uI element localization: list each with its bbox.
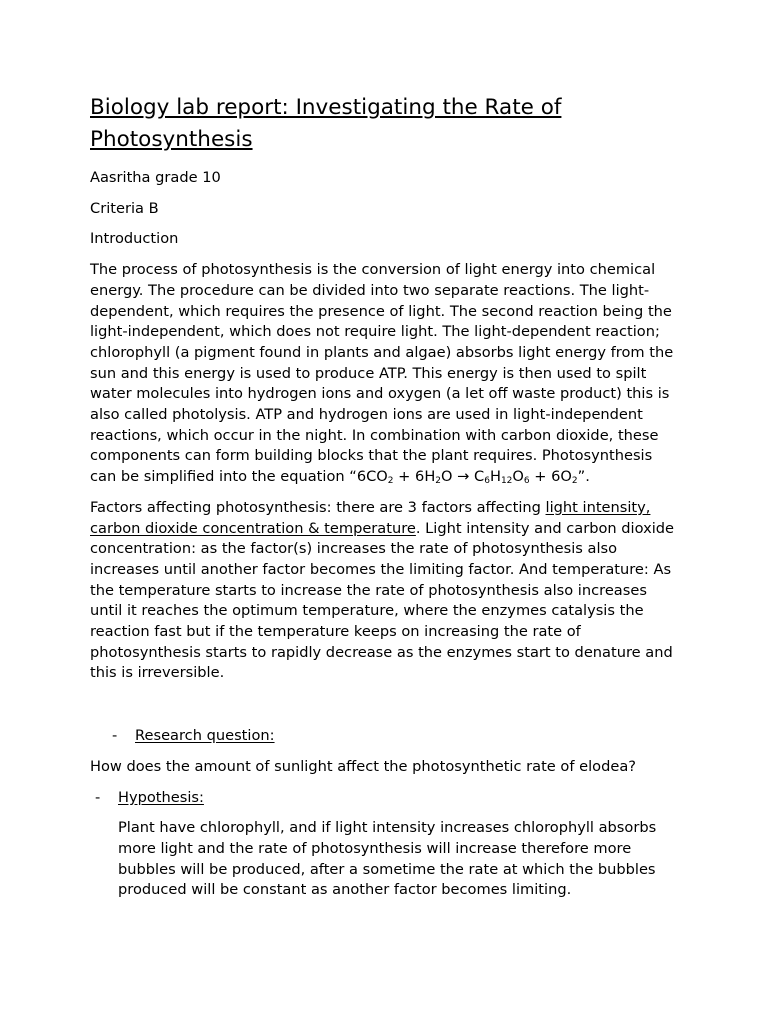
research-question-text: How does the amount of sunlight affect the photosynthetic rate of elodea? [90,757,637,775]
equation-subscript: 6 [484,476,490,487]
author-line: Aasritha grade 10 [90,169,221,186]
equation-subscript: 2 [435,476,442,487]
factors-paragraph [90,498,678,684]
equation-part: 6CO [356,468,388,486]
factors-underlined: light intensity, carbon dioxide concentration & temperature [90,498,651,537]
equation-part: + 6O [529,468,572,486]
equation-subscript: 6 [523,476,530,487]
equation-part: H [489,468,501,486]
factors-rest: . Light intensity and carbon dioxide concentration: as the factor(s) increases the rate of photosynthesis also increases until another factor becomes the limiting factor. And temperature: As the temperature starts to increase the rate of photosynthesis also increases until it reaches the optimum temperature, where the enzymes catalysis the reaction fast but if the temperature keeps on increasing the rate of photosynthesis starts to rapidly decrease as the enzymes start to denature and this is irreversible. [90,519,675,682]
bullet-dash: - [95,788,101,806]
hypothesis-text: Plant have chlorophyll, and if light intensity increases chlorophyll absorbs more light and the rate of photosynthesis will increase therefore more bubbles will be produced, after a sometime the rate at which the bubbles produced will be constant as another factor becomes limiting. [118,819,657,899]
equation-subscript: 2 [387,476,394,487]
photosynthesis-equation [357,468,590,485]
research-question-label: Research question: [135,727,275,745]
equation-subscript: 12 [500,476,513,487]
document-title: Biology lab report: Investigating the Rate of Photosynthesis [90,95,562,152]
intro-heading: Introduction [90,230,179,248]
hypothesis-heading [90,788,678,809]
research-question-heading [90,726,678,747]
bullet-dash: - [112,727,118,745]
equation-part: ”. [577,468,590,486]
equation-part: + 6H [393,468,436,486]
criteria-line: Criteria B [90,199,159,217]
factors-intro: Factors affecting photosynthesis: there are 3 factors affecting [90,498,546,516]
intro-text: The process of photosynthesis is the conversion of light energy into chemical energy. The procedure can be divided into two separate reactions. The light-dependent, which requires the presence of light. The second reaction being the light-independent, which does not require light. The light-dependent reaction; chlorophyll (a pigment found in plants and algae) absorbs light energy from the sun and this energy is used to produce ATP. This energy is then used to spilt water molecules into hydrogen ions and oxygen (a let off waste product) this is also called photolysis. ATP and hydrogen ions are used in light-independent reactions, which occur in the night. In combination with carbon dioxide, these components can form building blocks that the plant requires. Photosynthesis can be simplified into the equation “ [90,261,674,486]
equation-part: O → C [441,468,485,486]
hypothesis-label: Hypothesis: [118,788,204,806]
equation-part: O [512,468,524,486]
equation-subscript: 2 [571,476,578,487]
intro-paragraph [90,260,678,488]
